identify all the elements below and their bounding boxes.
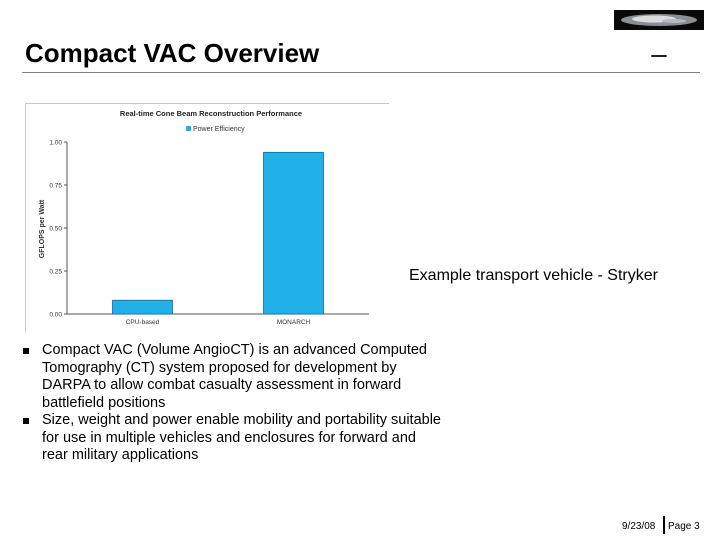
footer-date: 9/23/08 xyxy=(622,521,656,532)
bullet-item xyxy=(22,342,442,412)
y-tick-label: 0.25 xyxy=(49,268,62,276)
y-tick-label: 1.00 xyxy=(49,139,62,147)
y-tick-label: 0.00 xyxy=(49,311,62,319)
bullet-marker xyxy=(23,418,29,424)
chart-background xyxy=(25,103,389,332)
decorative-dash xyxy=(651,55,667,57)
x-tick-label: MONARCH xyxy=(276,319,311,326)
footer-divider xyxy=(663,516,665,534)
title-divider xyxy=(22,72,700,73)
slide-title: Compact VAC Overview xyxy=(25,38,320,68)
bullet-text: Compact VAC (Volume AngioCT) is an advanced Computed Tomography (CT) system proposed for development by DARPA to allow combat casualty assessment in forward battlefield positions xyxy=(42,342,427,411)
legend-swatch xyxy=(186,126,191,131)
bullet-list xyxy=(22,342,442,465)
chart-svg xyxy=(25,103,389,332)
y-tick-label: 0.75 xyxy=(49,182,62,190)
bullet-item xyxy=(22,412,442,465)
bar-monarch xyxy=(264,152,324,314)
bar-cpu-based xyxy=(113,300,173,314)
legend-label: Power Efficiency xyxy=(193,126,245,133)
page-number: Page 3 xyxy=(668,521,700,532)
bullet-text: Size, weight and power enable mobility and portability suitable for use in multiple vehicles and enclosures for forward and rear military applications xyxy=(42,412,441,463)
y-tick-label: 0.50 xyxy=(49,225,62,233)
x-tick-label: CPU-based xyxy=(125,319,160,326)
chart-title: Real-time Cone Beam Reconstruction Performance xyxy=(119,109,303,118)
logo-image xyxy=(614,10,704,30)
y-axis-label: GFLOPS per Watt xyxy=(39,199,46,259)
image-caption: Example transport vehicle - Stryker xyxy=(409,267,658,284)
performance-chart xyxy=(25,103,389,332)
bullet-marker xyxy=(23,348,29,354)
